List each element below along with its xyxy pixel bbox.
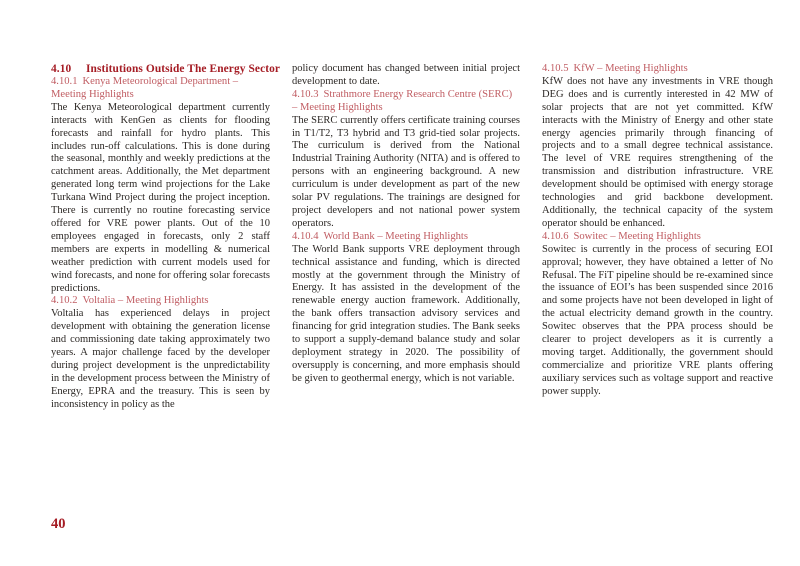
sub-heading-title: Kenya Meteorological Department – Meeting Highlights [51, 76, 239, 100]
sub-heading-title: Sowitec – Meeting Highlights [573, 230, 701, 242]
sub-heading-number: 4.10.2 [51, 295, 78, 307]
sub-heading-number: 4.10.5 [542, 63, 569, 74]
section-heading-title: Institutions Outside The Energy Sector [86, 63, 281, 75]
text-column-1 [51, 63, 281, 412]
paragraph-serc: The SERC currently offers certificate training courses in T1/T2, T3 hybrid and T3 grid-tied solar projects. The curriculum is derived from the National Industrial Training Authority (NITA) and is offered to persons with an engineering background. A new curriculum is under development as part of the new solar PV regulations. The trainings are designed for project developers and not national power system operators. [292, 114, 520, 229]
sub-heading-4-10-4 [292, 231, 520, 244]
page-number: 40 [51, 516, 66, 532]
paragraph-world-bank: The World Bank supports VRE deployment through technical assistance and funding, which is directed mostly at the government through the Ministry of Energy. It has assisted in the development of the renewable energy auction framework. Additionally, the bank offers transaction advisory services and financing for grid integration studies. The Bank seeks to support a supply-demand balance study and solar deployment strategy in 2020. The possibility of oversupply is concerning, and more emphasis should be given to geothermal energy, which is not variable. [292, 243, 520, 384]
sub-heading-number: 4.10.3 [292, 88, 319, 100]
sub-heading-4-10-1 [51, 76, 270, 102]
sub-heading-4-10-6 [542, 231, 773, 244]
sub-heading-number: 4.10.6 [542, 230, 569, 242]
sub-heading-title: Voltalia – Meeting Highlights [82, 295, 209, 307]
sub-heading-number: 4.10.4 [292, 230, 319, 242]
sub-heading-title: Strathmore Energy Research Centre (SERC) – Meeting Highlights [292, 88, 513, 113]
paragraph-kfw: KfW does not have any investments in VRE though DEG does and is currently interested in 42 MW of solar projects that are not yet committed. KfW interacts with the Ministry of Energy and other state energy agencies primarily through financing of projects and to a small degree technical assistance. The level of VRE requires strengthening of the transmission and distribution infrastructure. VRE development should be optimised with energy storage technologies and grid backbone development. Additionally, the technical capacity of the system operator should be enhanced. [542, 75, 773, 229]
paragraph-voltalia-continued: policy document has changed between initial project development to date. [292, 63, 520, 87]
three-column-text-body [51, 63, 773, 412]
sub-heading-title: World Bank – Meeting Highlights [323, 230, 468, 242]
section-heading-number: 4.10 [51, 63, 72, 75]
paragraph-sowitec: Sowitec is currently in the process of securing EOI approval; however, they have obtained a letter of No Refusal. The FiT pipeline should be re-examined since the issuance of EOI’s has been suspended since 2016 and some projects have not been developed in light of the actual electricity demand growth in the country. Sowitec observes that the PPA process should be clearer to project developers as it is currently a moving target. Additionally, the government should commercialize and prioritize VRE plants offering auxiliary services such as voltage support and reactive power supply. [542, 243, 773, 397]
sub-heading-number: 4.10.1 [51, 76, 78, 87]
paragraph-kenya-meteorological: The Kenya Meteorological department currently interacts with KenGen as clients for flooding forecasts and rainfall for hydro plants. This includes run-off calculations. This is done during the seasonal, monthly and weekly predictions at the catchment areas. Additionally, the Met department generated long term wind projections for the Lake Turkana Wind Project during the project inception. There is currently no routine forecasting service offered for VRE power plants. Out of the 10 employees engaged in forecasts, only 2 staff members are experts in modelling & numerical weather prediction with current models used for wind forecasts, and none for offering solar forecasts predictions. [51, 101, 270, 294]
text-column-3 [542, 63, 773, 399]
section-heading-4-10 [51, 63, 281, 76]
sub-heading-title: KfW – Meeting Highlights [573, 63, 688, 74]
paragraph-voltalia: Voltalia has experienced delays in project development with obtaining the generation license and commissioning date taking approximately two years. A major challenge faced by the developer during project development is the unpredictability in the development process between the Ministry of Energy, EPRA and the treasury. This is seen by inconsistency in policy as the [51, 308, 270, 410]
text-column-2 [292, 63, 520, 386]
sub-heading-4-10-2 [51, 295, 270, 308]
sub-heading-4-10-5 [542, 63, 773, 76]
sub-heading-4-10-3 [292, 89, 520, 115]
